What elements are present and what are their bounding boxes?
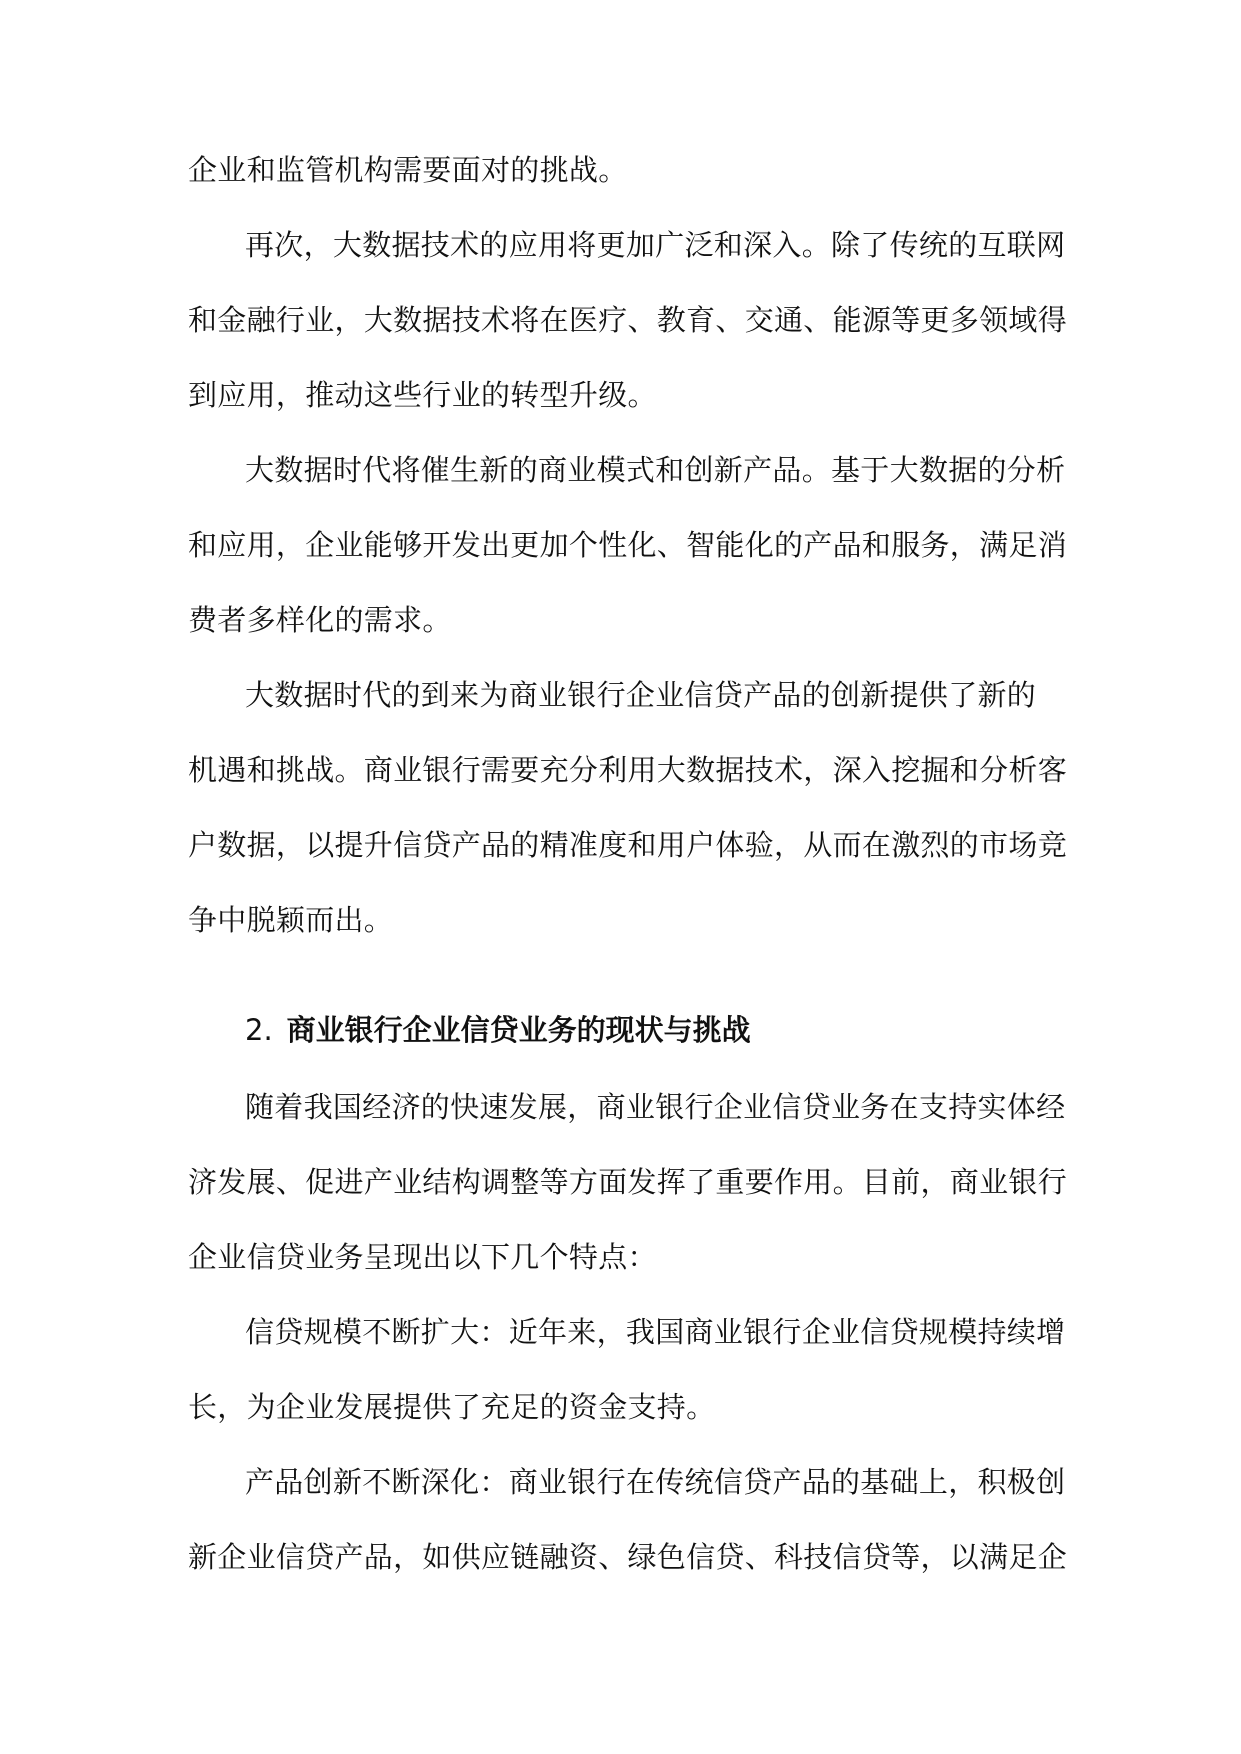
text-line: 户数据，以提升信贷产品的精准度和用户体验，从而在激烈的市场竞 (188, 828, 1068, 862)
text-line: 企业和监管机构需要面对的挑战。 (188, 153, 628, 187)
paragraph-first-line: 大数据时代的到来为商业银行企业信贷产品的创新提供了新的 (245, 678, 1037, 712)
text-line: 济发展、促进产业结构调整等方面发挥了重要作用。目前，商业银行 (188, 1165, 1068, 1199)
text-line: 争中脱颖而出。 (188, 903, 394, 937)
paragraph-first-line: 随着我国经济的快速发展，商业银行企业信贷业务在支持实体经 (245, 1090, 1066, 1124)
text-line: 到应用，推动这些行业的转型升级。 (188, 378, 657, 412)
text-line: 和金融行业，大数据技术将在医疗、教育、交通、能源等更多领域得 (188, 303, 1068, 337)
text-line: 费者多样化的需求。 (188, 603, 452, 637)
text-line: 企业信贷业务呈现出以下几个特点： (188, 1240, 657, 1274)
paragraph-first-line: 大数据时代将催生新的商业模式和创新产品。基于大数据的分析 (245, 453, 1066, 487)
paragraph-first-line: 再次，大数据技术的应用将更加广泛和深入。除了传统的互联网 (245, 228, 1066, 262)
section-number: 2. (245, 1013, 273, 1047)
text-line: 长，为企业发展提供了充足的资金支持。 (188, 1390, 716, 1424)
paragraph-first-line: 信贷规模不断扩大：近年来，我国商业银行企业信贷规模持续增 (245, 1315, 1066, 1349)
text-line: 和应用，企业能够开发出更加个性化、智能化的产品和服务，满足消 (188, 528, 1068, 562)
section-heading (245, 1010, 751, 1050)
section-title: 商业银行企业信贷业务的现状与挑战 (286, 1013, 751, 1047)
text-line: 机遇和挑战。商业银行需要充分利用大数据技术，深入挖掘和分析客 (188, 753, 1068, 787)
paragraph-first-line: 产品创新不断深化：商业银行在传统信贷产品的基础上，积极创 (245, 1465, 1066, 1499)
text-line: 新企业信贷产品，如供应链融资、绿色信贷、科技信贷等，以满足企 (188, 1540, 1068, 1574)
